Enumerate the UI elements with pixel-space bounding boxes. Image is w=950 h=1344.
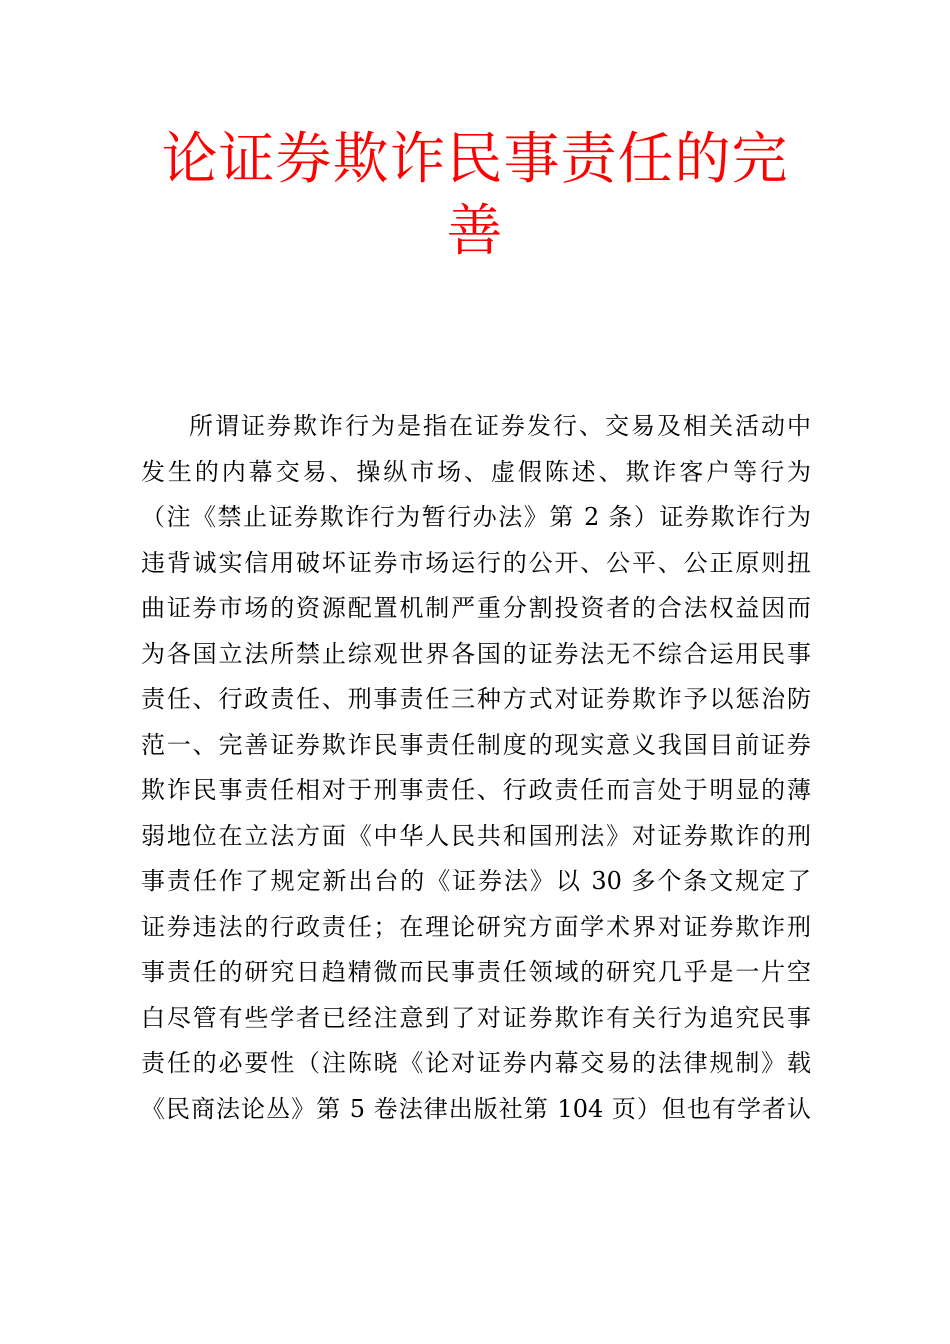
body-line: 证券违法的行政责任；在理论研究方面学术界对证券欺诈刑	[141, 912, 811, 941]
body-line: 欺诈民事责任相对于刑事责任、行政责任而言处于明显的薄	[141, 776, 811, 804]
body-line: 责任、行政责任、刑事责任三种方式对证券欺诈予以惩治防	[141, 685, 811, 713]
title-line-2: 善	[446, 199, 504, 264]
body-line: 事责任作了规定新出台的《证券法》以 30 多个条文规定了	[141, 867, 811, 895]
body-paragraph	[141, 404, 811, 1132]
body-line: 曲证券市场的资源配置机制严重分割投资者的合法权益因而	[141, 594, 811, 622]
body-line: 发生的内幕交易、操纵市场、虚假陈述、欺诈客户等行为	[141, 457, 811, 486]
body-line: 所谓证券欺诈行为是指在证券发行、交易及相关活动中	[189, 412, 811, 440]
body-line: 弱地位在立法方面《中华人民共和国刑法》对证券欺诈的刑	[141, 821, 811, 850]
body-line: 范一、完善证券欺诈民事责任制度的现实意义我国目前证券	[141, 730, 811, 759]
body-line: 《民商法论丛》第 5 卷法律出版社第 104 页）但也有学者认	[141, 1094, 811, 1123]
body-line: 违背诚实信用破坏证券市场运行的公开、公平、公正原则扭	[141, 548, 811, 577]
body-line: （注《禁止证券欺诈行为暂行办法》第 2 条）证券欺诈行为	[141, 503, 811, 531]
body-line: 事责任的研究日趋精微而民事责任领域的研究几乎是一片空	[141, 958, 811, 986]
body-line: 责任的必要性（注陈晓《论对证券内幕交易的法律规制》载	[141, 1049, 811, 1077]
document-title	[140, 124, 810, 268]
body-line: 为各国立法所禁止综观世界各国的证券法无不综合运用民事	[141, 639, 811, 668]
title-line-1: 论证券欺诈民事责任的完	[161, 127, 789, 192]
body-line: 白尽管有些学者已经注意到了对证券欺诈有关行为追究民事	[141, 1003, 811, 1032]
